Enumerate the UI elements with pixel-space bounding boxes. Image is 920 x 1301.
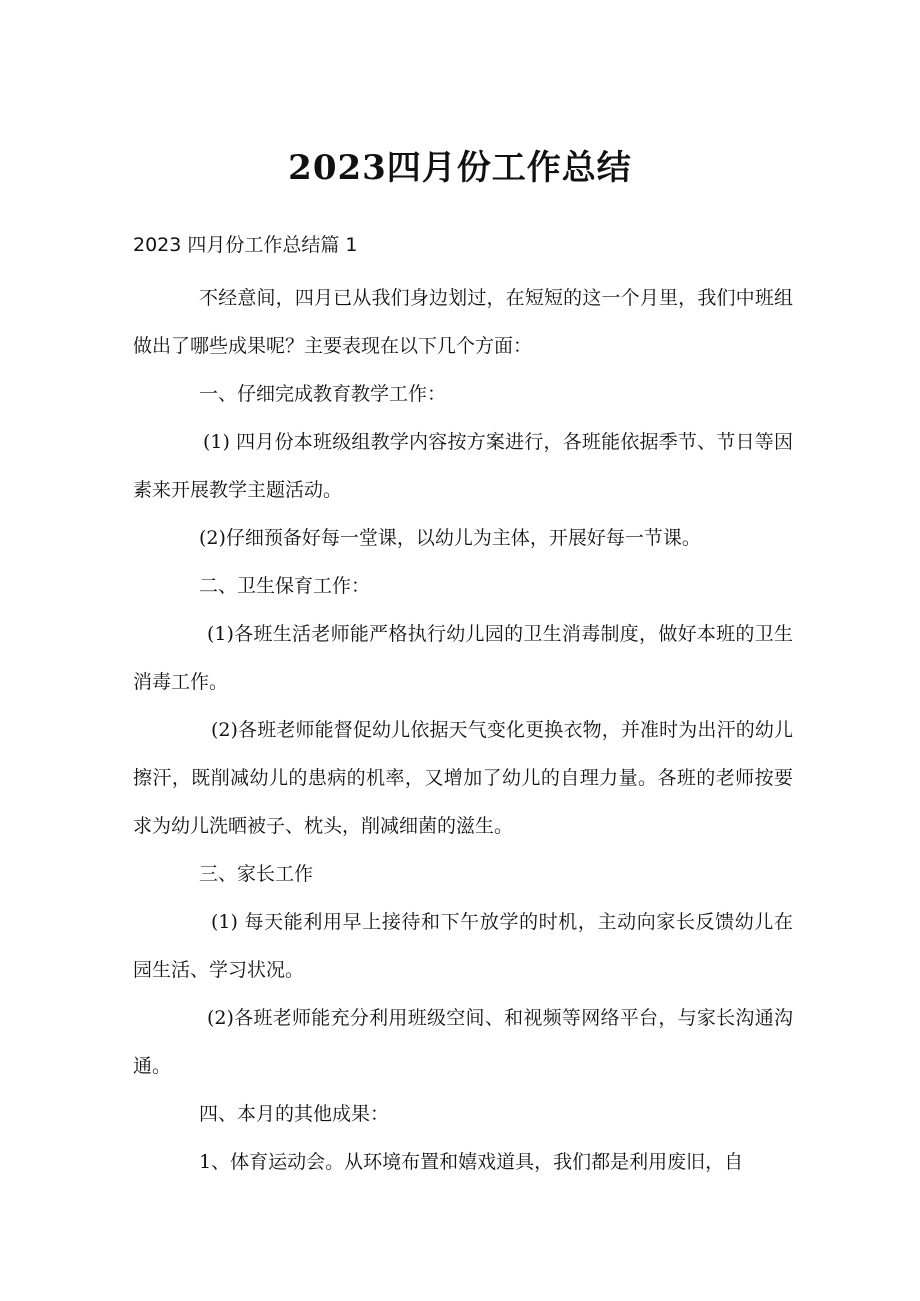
paragraph-parents-1: (1) 每天能利用早上接待和下午放学的时机，主动向家长反馈幼儿在园生活、学习状况。 (133, 911, 793, 981)
document-title: 2023四月份工作总结 (288, 148, 632, 188)
section-heading-other: 四、本月的其他成果： (199, 1103, 390, 1125)
paragraph-teaching-1: (1) 四月份本班级组教学内容按方案进行，各班能依据季节、节日等因素来开展教学主题活动。 (133, 431, 793, 501)
section-heading-teaching: 一、仔细完成教育教学工作： (199, 383, 447, 405)
paragraph-intro: 不经意间，四月已从我们身边划过，在短短的这一个月里，我们中班组做出了哪些成果呢？主要表现在以下几个方面： (133, 287, 793, 357)
document-body (133, 274, 793, 1186)
paragraph-teaching-2: (2)仔细预备好每一堂课，以幼儿为主体，开展好每一节课。 (199, 527, 701, 549)
section-heading-parents: 三、家长工作 (199, 863, 314, 885)
paragraph-hygiene-2: (2)各班老师能督促幼儿依据天气变化更换衣物，并准时为出汗的幼儿擦汗，既削减幼儿的患病的机率，又增加了幼儿的自理力量。各班的老师按要求为幼儿洗晒被子、枕头，削减细菌的滋生。 (133, 719, 793, 837)
section-heading-hygiene: 二、卫生保育工作： (199, 575, 371, 597)
document-subtitle: 2023 四月份工作总结篇 1 (133, 234, 358, 256)
paragraph-other-1: 1、体育运动会。从环境布置和嬉戏道具，我们都是利用废旧，自 (199, 1151, 744, 1173)
paragraph-hygiene-1: (1)各班生活老师能严格执行幼儿园的卫生消毒制度，做好本班的卫生消毒工作。 (133, 623, 793, 693)
paragraph-parents-2: (2)各班老师能充分利用班级空间、和视频等网络平台，与家长沟通沟通。 (133, 1007, 793, 1077)
